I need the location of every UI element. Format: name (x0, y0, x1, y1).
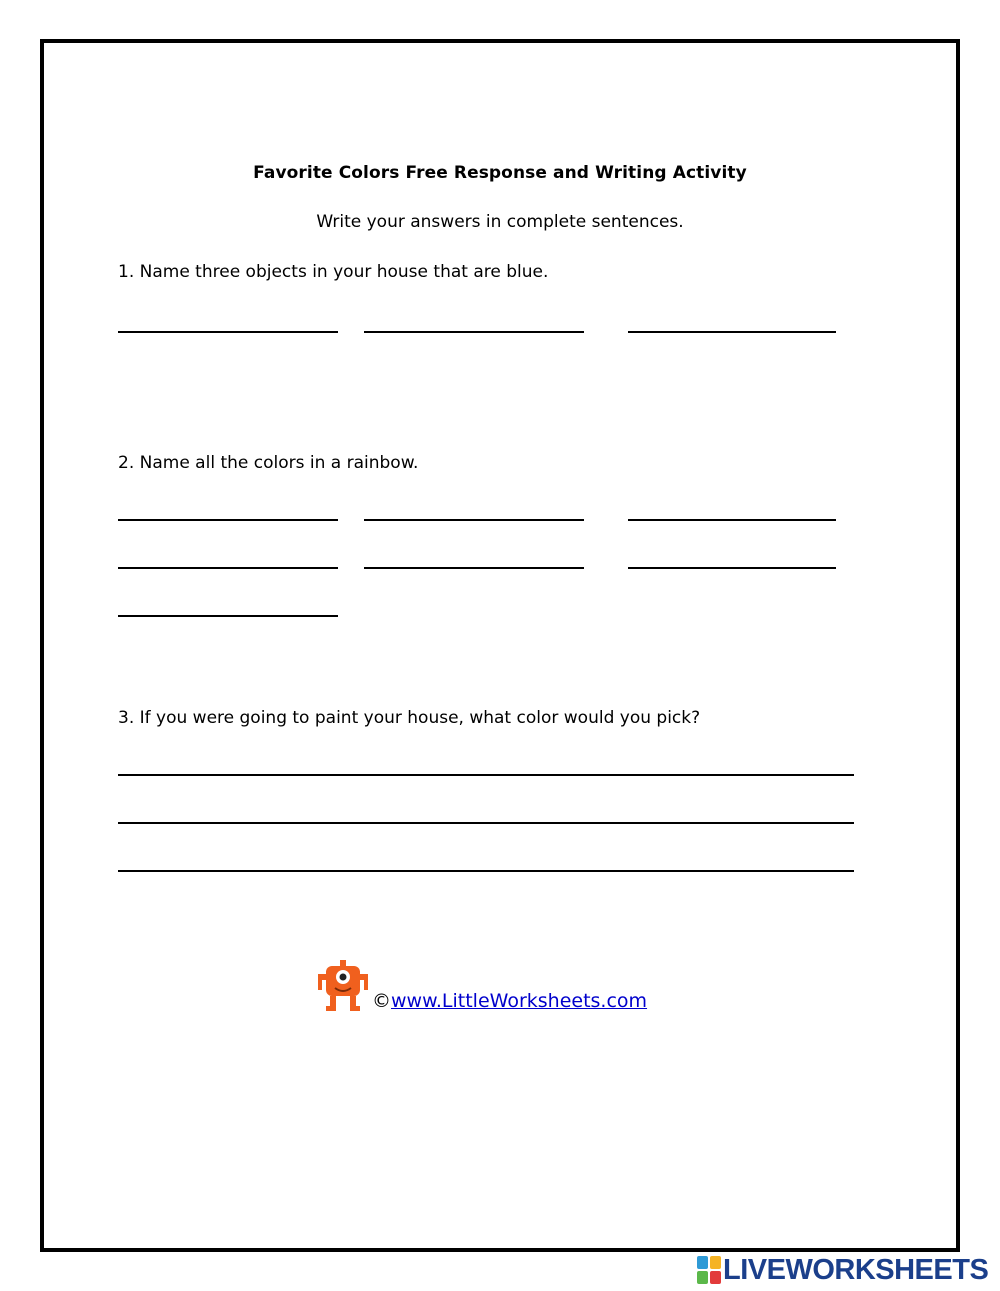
answer-line-q2-a[interactable] (118, 519, 338, 521)
liveworksheets-wordmark: LIVEWORKSHEETS (723, 1253, 989, 1286)
liveworksheets-brand (697, 1255, 988, 1285)
answer-line-q1-b[interactable] (364, 331, 584, 333)
answer-line-q1-c[interactable] (628, 331, 836, 333)
question-1: 1. Name three objects in your house that are blue. (118, 262, 549, 282)
worksheet-footer (318, 960, 647, 1012)
worksheet-instructions: Write your answers in complete sentences. (316, 212, 684, 232)
copyright-symbol: © (372, 990, 391, 1012)
answer-line-q3-a[interactable] (118, 774, 854, 776)
answer-line-q2-g[interactable] (118, 615, 338, 617)
answer-line-q2-b[interactable] (364, 519, 584, 521)
question-2: 2. Name all the colors in a rainbow. (118, 453, 419, 473)
answer-line-q2-e[interactable] (364, 567, 584, 569)
answer-line-q1-a[interactable] (118, 331, 338, 333)
answer-line-q2-d[interactable] (118, 567, 338, 569)
answer-line-q3-b[interactable] (118, 822, 854, 824)
liveworksheets-logo-icon (697, 1256, 721, 1284)
worksheet-frame (40, 39, 960, 1252)
littleworksheets-link[interactable]: www.LittleWorksheets.com (391, 990, 648, 1012)
monster-mascot-icon (318, 960, 368, 1012)
question-3: 3. If you were going to paint your house, what color would you pick? (118, 708, 701, 728)
answer-line-q3-c[interactable] (118, 870, 854, 872)
answer-line-q2-f[interactable] (628, 567, 836, 569)
worksheet-title: Favorite Colors Free Response and Writing Activity (253, 163, 747, 183)
answer-line-q2-c[interactable] (628, 519, 836, 521)
